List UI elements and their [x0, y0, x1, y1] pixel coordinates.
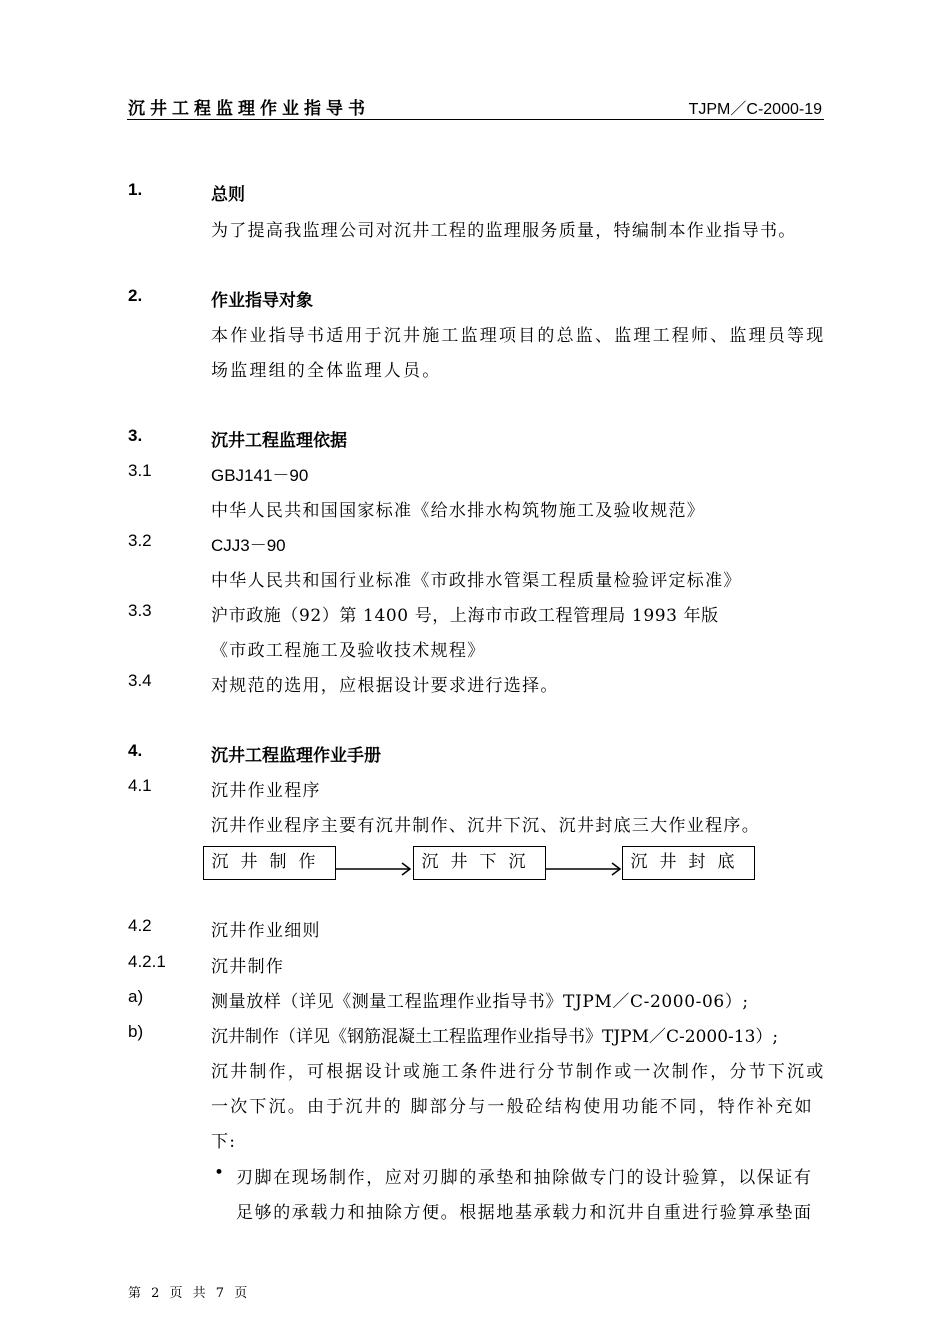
item-b-line3: 一次下沉。由于沉井的 脚部分与一般砼结构使用功能不同，特作补充如 — [211, 1097, 814, 1117]
flow-arrow-1 — [336, 861, 414, 877]
section-2-text-line2: 场监理组的全体监理人员。 — [211, 361, 442, 381]
flow-step-make: 沉井制作 — [203, 846, 336, 880]
header-title: 沉井工程监理作业指导书 — [128, 99, 370, 119]
item-b-line4: 下: — [211, 1132, 237, 1152]
item-b-label: b) — [128, 1022, 144, 1041]
page-footer: 第 2 页 共 7 页 — [128, 1286, 251, 1301]
section-2-text-line1: 本作业指导书适用于沉井施工监理项目的总监、监理工程师、监理员等现 — [211, 326, 826, 346]
item-4-2-1-number: 4.2.1 — [128, 952, 166, 971]
item-4-2-title: 沉井作业细则 — [211, 921, 321, 941]
section-1-title: 总则 — [211, 185, 245, 205]
section-4-title: 沉井工程监理作业手册 — [211, 746, 381, 766]
item-3-2-line1: CJJ3－90 — [211, 536, 286, 555]
item-3-4-line1: 对规范的选用，应根据设计要求进行选择。 — [211, 676, 559, 696]
item-a-label: a) — [128, 987, 144, 1006]
header-code: TJPM／C-2000-19 — [688, 101, 822, 118]
section-1-text: 为了提高我监理公司对沉井工程的监理服务质量，特编制本作业指导书。 — [211, 221, 797, 241]
item-3-1-line2: 中华人民共和国国家标准《给水排水构筑物施工及验收规范》 — [211, 501, 706, 521]
item-4-2-number: 4.2 — [128, 916, 152, 935]
section-2-title: 作业指导对象 — [211, 291, 313, 311]
item-3-2-number: 3.2 — [128, 531, 152, 550]
item-3-2-line2: 中华人民共和国行业标准《市政排水管渠工程质量检验评定标准》 — [211, 571, 742, 591]
section-1-number: 1. — [128, 180, 143, 199]
flow-step-seal: 沉井封底 — [622, 846, 755, 880]
section-4-number: 4. — [128, 741, 143, 760]
item-3-1-number: 3.1 — [128, 461, 152, 480]
item-4-1-number: 4.1 — [128, 776, 152, 795]
item-3-3-line2: 《市政工程施工及验收技术规程》 — [211, 641, 486, 661]
bullet-line2: 足够的承载力和抽除方便。根据地基承载力和沉井自重进行验算承垫面 — [236, 1203, 813, 1223]
item-3-3-line1: 沪市政施（92）第 1400 号，上海市市政工程管理局 1993 年版 — [211, 606, 719, 626]
item-4-1-text: 沉井作业程序主要有沉井制作、沉井下沉、沉井封底三大作业程序。 — [211, 816, 760, 836]
section-3-number: 3. — [128, 426, 143, 445]
flow-step-sink: 沉井下沉 — [413, 846, 546, 880]
item-3-3-number: 3.3 — [128, 601, 152, 620]
item-4-2-1-title: 沉井制作 — [211, 957, 285, 977]
item-3-1-line1: GBJ141－90 — [211, 466, 309, 485]
flow-arrow-2 — [546, 861, 624, 877]
section-2-number: 2. — [128, 286, 143, 305]
bullet-dot: • — [214, 1163, 225, 1183]
item-4-1-title: 沉井作业程序 — [211, 781, 321, 801]
header-rule — [127, 119, 824, 120]
item-b-line2: 沉井制作，可根据设计或施工条件进行分节制作或一次制作，分节下沉或 — [211, 1062, 826, 1082]
item-a-text: 测量放样（详见《测量工程监理作业指导书》TJPM／C-2000-06）; — [211, 992, 749, 1012]
bullet-line1: 刃脚在现场制作，应对刃脚的承垫和抽除做专门的设计验算，以保证有 — [236, 1168, 813, 1188]
section-3-title: 沉井工程监理依据 — [211, 431, 347, 451]
item-3-4-number: 3.4 — [128, 671, 152, 690]
item-b-line1: 沉井制作（详见《钢筋混凝土工程监理作业指导书》TJPM／C-2000-13）; — [211, 1027, 779, 1047]
